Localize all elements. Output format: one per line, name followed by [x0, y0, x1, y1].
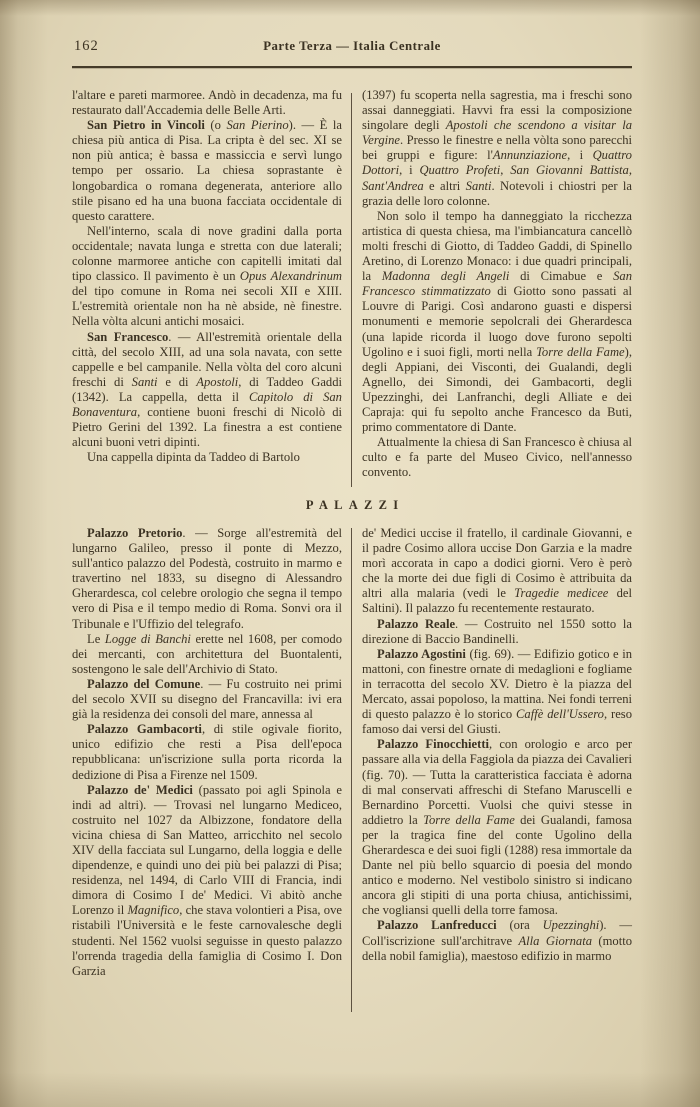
lower-right-column	[362, 526, 632, 979]
text-run: Opus Alexandrinum	[239, 269, 342, 284]
text-run: Logge di Banchi	[104, 631, 191, 646]
text-run: Torre della Fame	[536, 344, 625, 359]
text-run: Quattro Dottori	[362, 148, 632, 178]
text-run: (passato poi agli Spinola e indi ad altri). — Trovasi nel lungarno Mediceo, costruito nel 1027 da Albizzone, fondatore della vicina chiesa di San Matteo, arricchito nel secolo XIV della facciata sul Lungarno, della loggia e delle dipendenze, e quindi uno dei più bei palazzi di Pisa; residenza, nel 1494, di Carlo VIII di Francia, indi dimora di Cosimo I de' Medici. Vi abitò anche Lorenzo il	[72, 782, 342, 918]
text-run: Capitolo di San Bonaventura	[72, 389, 342, 419]
text-run: San Pierino	[226, 118, 289, 133]
upper-right-column	[362, 88, 632, 480]
text-run: , reso famoso dai versi del Giusti.	[362, 707, 632, 737]
text-run: Nell'interno, scala di nove gradini dalla porta occidentale; navata lunga e stretta con due laterali; colonne marmoree antiche con capitelli imitati dal tipo classico. Il pavimento è un	[72, 223, 342, 284]
paragraph	[72, 118, 342, 224]
text-run: de' Medici uccise il fratello, il cardinale Giovanni, e il padre Cosimo allora uccise Don Garzia e la madre morì accorata in capo a dodici giorni. Vero è però che la morte dei due figli di Cosimo è attribuita da altri alla malaria (vedi le	[362, 526, 632, 601]
text-run: . — Sorge all'estremità del lungarno Galileo, presso il ponte di Mezzo, sull'antico palazzo del Podestà, costruito in marmo e travertino nel 1833, su disegno di Alessandro Gherardesca, col celebre orologio che segna il tempo vero di Pisa e il tempo medio di Roma. Sonvi ora il Tribunale e l'Uffizio del telegrafo.	[72, 526, 343, 631]
text-run: Palazzo de' Medici	[87, 782, 193, 797]
paragraph	[72, 722, 342, 782]
text-run: l'altare e pareti marmoree. Andò in decadenza, ma fu restaurato dall'Accademia delle Belle Arti.	[72, 88, 342, 118]
lower-left-column	[72, 526, 342, 979]
section-heading-palazzi: PALAZZI	[305, 498, 405, 512]
upper-left-column	[72, 88, 342, 480]
paragraph	[72, 526, 342, 632]
text-run: (ora	[496, 918, 543, 933]
text-run: Palazzo Gambacorti	[87, 722, 202, 737]
paragraph	[72, 450, 342, 465]
column-divider-lower	[351, 528, 352, 1012]
text-run: Madonna degli Angeli	[381, 269, 510, 284]
text-run: , i	[567, 148, 593, 163]
text-run: ). — È la chiesa più antica di Pisa. La cripta è del sec. XI se non più antica; è bassa e massiccia e servì lungo tempo per ossario. La chiesa soprastante è longobardica o romana degenerata, anteriore allo stile pisano ed ha una buona facciata occidentale di questo carattere.	[72, 118, 342, 223]
page-header	[72, 36, 632, 58]
text-run: , con orologio e arco per passare alla via della Faggiola da piazza dei Cavalieri (fig. 70). — Tutta la caratteristica facciata è adorna di mal conservati affreschi di Stefano Maruscelli e Bernardino Porcetti. Vuolsi che quivi stesse in addietro la	[362, 737, 633, 827]
text-run: ). — Coll'iscrizione sull'architrave	[362, 918, 632, 948]
text-run: Torre della Fame	[423, 812, 515, 827]
text-run: Attualmente la chiesa di San Francesco è chiusa al culto e fa parte del Museo Civico, nell'annesso convento.	[362, 435, 632, 480]
text-run: Sant'Andrea	[362, 178, 424, 193]
text-run: San Francesco	[87, 329, 169, 344]
text-run: ,	[628, 163, 633, 178]
text-run: e di	[157, 374, 197, 389]
text-run: , di stile ogivale fiorito, unico edifizio che resti a Pisa dell'epoca repubblicana: un'iscrizione sulla porta ricorda la dedizione di Pisa a Firenze nel 1509.	[72, 722, 342, 782]
text-run: Caffè dell'Ussero	[516, 707, 604, 722]
running-title: Parte Terza — Italia Centrale	[263, 39, 441, 53]
text-run: Apostoli che scendono a visitar la Vergine	[362, 118, 632, 148]
text-run: Santi	[131, 374, 158, 389]
text-run: Quattro Profeti	[419, 163, 501, 178]
paragraph	[362, 209, 632, 435]
text-run: del tipo comune in Roma nei secoli XII e XIII. L'estremità orientale non ha nè abside, nè finestre. Nella vòlta alcuni antichi mosaici.	[72, 284, 342, 329]
text-run: . Presso le finestre e nella vòlta sono parecchi bei gruppi e figure: l'	[362, 133, 632, 163]
text-run: Tragedie medicee	[514, 586, 609, 601]
paragraph	[72, 632, 342, 677]
text-run: di Giotto sono passati al Louvre di Parigi. Così andarono guasti e dispersi monumenti e memorie sepolcrali dei Gherardesca (una lapide ricorda il luogo dove furono sepolti Ugolino e i suoi figli, morti nella	[362, 284, 632, 359]
text-run: Annunziazione	[492, 148, 568, 163]
text-run: Upezzinghi	[542, 918, 600, 933]
text-run: (motto della nobil famiglia), maestoso edifizio in marmo	[362, 933, 632, 963]
lower-text-block	[72, 526, 632, 979]
text-run: . Notevoli i chiostri per la grazia delle loro colonne.	[362, 178, 632, 208]
text-run: e altri	[423, 178, 466, 193]
text-run: , i	[399, 163, 420, 178]
text-run: Le	[87, 631, 105, 646]
paragraph	[362, 647, 632, 738]
text-run: San Francesco stimmatizzato	[362, 269, 632, 299]
text-run: ,	[500, 163, 511, 178]
text-run: del Saltini). Il palazzo fu recentemente restaurato.	[362, 586, 632, 616]
text-run: , contiene buoni freschi di Nicolò di Pietro Gerini del 1392. La finestra a est contiene alcuni buoni vetri dipinti.	[72, 404, 342, 450]
text-run: , di Taddeo Gaddi (1342). La cappella, detta il	[72, 374, 342, 404]
text-run: Una cappella dipinta da Taddeo di Bartolo	[87, 450, 300, 465]
text-run: Palazzo del Comune	[87, 676, 201, 691]
text-run: Magnifico	[127, 903, 180, 918]
text-run: San Giovanni Battista	[510, 163, 629, 178]
text-run: ), degli Appiani, dei Visconti, dei Gualandi, degli Agnello, dei Simondi, dei Gambacorti, degli Upezzinghi, dei Lanfranchi, degli Alliate e dei Capraja: qui fu sepolto anche Francesco da Buti, primo commentatore di Dante.	[362, 344, 632, 435]
text-run: di Cimabue e	[509, 269, 614, 284]
text-run: Palazzo Finocchietti	[377, 737, 490, 752]
text-run: . — Costruito nel 1550 sotto la direzione di Baccio Bandinelli.	[362, 616, 632, 646]
text-run: (fig. 69). — Edifizio gotico e in mattoni, con finestre ornate di medaglioni e fogliame in terracotta del secolo XV. Dietro è la piazza del Mercato, assai popoloso, la mattina. Nei fondi terreni di questo palazzo è lo storico	[362, 646, 632, 722]
text-run: . — All'estremità orientale della città, del secolo XIII, ad una sola navata, con sette cappelle e bel campanile. Nella vòlta del coro alcuni freschi di	[72, 329, 342, 389]
text-run: Alla Giornata	[518, 933, 593, 948]
text-run: (o	[204, 118, 227, 133]
upper-text-block	[72, 88, 632, 480]
text-run: Santi	[465, 178, 492, 193]
text-run: dei Gualandi, famosa per la tragica fine del conte Ugolino della Gherardesca e dei suoi figli (1288) resa immortale da Dante nel più bello squarcio di poesia del mondo antico e moderno. Nel vestibolo sinistro si indicano ancora gli stipiti di una porta chiusa, antichissimi, che vogliansi quelli della torre famosa.	[362, 812, 632, 918]
paragraph	[362, 737, 632, 918]
text-run: Apostoli	[196, 374, 239, 389]
text-run: . — Fu costruito nei primi del secolo XVII su disegno del Francavilla: ivi era già la residenza dei consoli del mare, annessa al	[72, 676, 342, 722]
paragraph	[362, 88, 632, 209]
text-run: San Pietro in Vincoli	[87, 118, 205, 133]
text-run: Palazzo Reale	[377, 616, 456, 631]
text-run: (1397) fu scoperta nella sagrestia, ma i freschi sono assai danneggiati. Havvi fra essi la composizione singolare degli	[362, 88, 632, 133]
paragraph	[362, 526, 632, 617]
paragraph	[362, 617, 632, 647]
paragraph	[72, 330, 342, 451]
paragraph	[72, 88, 342, 118]
text-run: Palazzo Lanfreducci	[377, 918, 497, 933]
text-run: Non solo il tempo ha danneggiato la ricchezza artistica di questa chiesa, ma l'imbiancatura cancellò molti freschi di Giotto, di Taddeo Gaddi, di Spinello Aretino, di Lorenzo Monaco: i due quadri principali, la	[362, 208, 632, 284]
text-run: Palazzo Pretorio	[87, 526, 183, 540]
text-run: , che stava volontieri a Pisa, ove ristabilì l'Università e le feste carnovalesche degli studenti. Nel 1562 vuolsi seguisse in questo palazzo l'orrenda tragedia della famiglia di Cosimo I. Don Garzia	[72, 903, 342, 978]
text-run: erette nel 1608, per comodo dei mercanti, con architettura del Buontalenti, sostengono le sale dell'Archivio di Stato.	[72, 631, 343, 676]
page-number: 162	[74, 38, 99, 54]
paragraph	[72, 783, 342, 979]
column-divider-upper	[351, 93, 352, 487]
header-rule	[72, 66, 632, 68]
text-run: Palazzo Agostini	[377, 646, 466, 661]
paragraph	[362, 435, 632, 480]
paragraph	[72, 224, 342, 330]
paragraph	[72, 677, 342, 722]
paragraph	[362, 918, 632, 963]
